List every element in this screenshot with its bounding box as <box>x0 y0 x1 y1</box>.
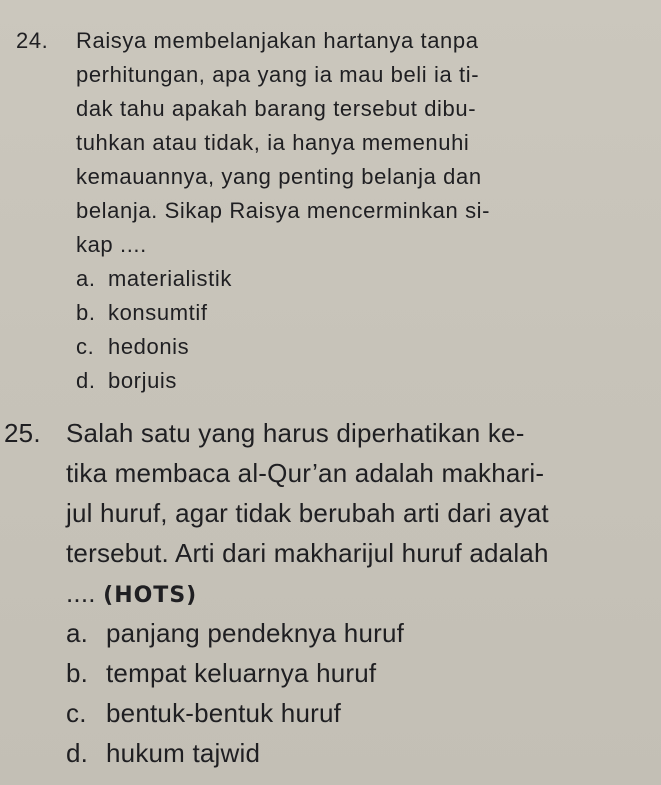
option-letter: b. <box>76 300 96 325</box>
question-number: 25. <box>4 418 41 448</box>
option-text: konsumtif <box>108 300 208 325</box>
option-letter: a. <box>76 266 96 291</box>
option-letter: c. <box>66 698 87 728</box>
question-text-line <box>66 578 197 609</box>
question-text-line: tika membaca al-Qur’an adalah makhari- <box>66 458 545 488</box>
question-text-line: tuhkan atau tidak, ia hanya memenuhi <box>76 130 470 155</box>
option-text: panjang pendeknya huruf <box>106 618 405 648</box>
option-a[interactable] <box>76 266 232 292</box>
option-text: tempat keluarnya huruf <box>106 658 377 688</box>
option-d[interactable] <box>76 368 177 394</box>
question-text-line: kemauannya, yang penting belanja dan <box>76 164 482 189</box>
option-text: borjuis <box>108 368 178 393</box>
question-text-line: kap .... <box>76 232 147 257</box>
option-letter: c. <box>76 334 95 359</box>
question-text-line: dak tahu apakah barang tersebut dibu- <box>76 96 477 121</box>
option-d[interactable] <box>66 738 260 769</box>
question-text-line: perhitungan, apa yang ia mau beli ia ti- <box>76 62 480 87</box>
question-text-line: Raisya membelanjakan hartanya tanpa <box>76 28 479 53</box>
question-text-line: belanja. Sikap Raisya mencerminkan si- <box>76 198 491 223</box>
option-letter: b. <box>66 658 89 688</box>
option-a[interactable] <box>66 618 404 649</box>
option-b[interactable] <box>66 658 376 689</box>
option-text: hedonis <box>108 334 190 359</box>
option-text: materialistik <box>108 266 232 291</box>
question-text-line: Salah satu yang harus diperhatikan ke- <box>66 418 525 448</box>
hots-tag: (HOTS) <box>103 583 198 608</box>
option-c[interactable] <box>66 698 341 729</box>
option-letter: d. <box>76 368 96 393</box>
option-c[interactable] <box>76 334 189 360</box>
question-text-line: tersebut. Arti dari makharijul huruf adalah <box>66 538 549 568</box>
option-b[interactable] <box>76 300 208 326</box>
option-text: hukum tajwid <box>106 738 261 768</box>
option-text: bentuk-bentuk huruf <box>106 698 342 728</box>
question-text-line: jul huruf, agar tidak berubah arti dari ayat <box>66 498 549 528</box>
option-letter: d. <box>66 738 89 768</box>
ellipsis: .... <box>66 578 96 608</box>
option-letter: a. <box>66 618 89 648</box>
question-number: 24. <box>16 28 49 53</box>
